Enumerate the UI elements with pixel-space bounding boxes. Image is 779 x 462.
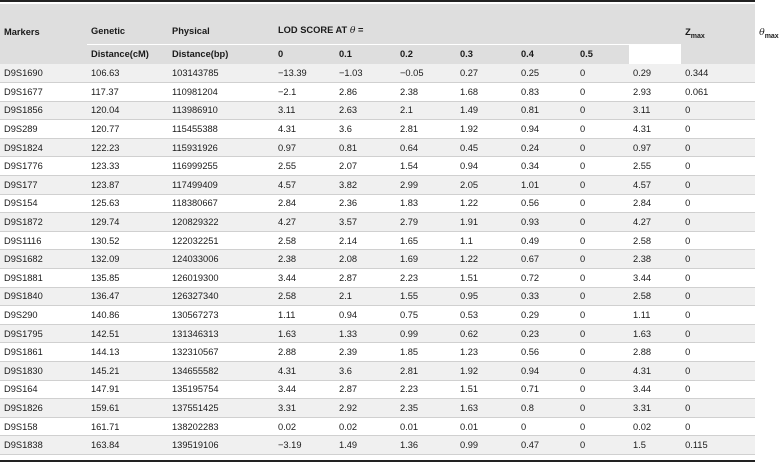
value-cell: 139519106	[168, 436, 274, 455]
marker-cell: D9S1856	[0, 101, 87, 120]
value-cell: 1.63	[629, 324, 681, 343]
value-cell: 0	[576, 138, 629, 157]
value-cell: 3.11	[274, 101, 335, 120]
marker-cell: D9S177	[0, 176, 87, 195]
table-row	[0, 362, 755, 381]
value-cell: 2.79	[396, 213, 456, 232]
table-row	[0, 399, 755, 418]
value-cell: 0	[681, 399, 755, 418]
value-cell: 1.63	[456, 399, 517, 418]
value-cell: 0.115	[681, 436, 755, 455]
value-cell: 0	[681, 138, 755, 157]
zmax-subscript: max	[690, 32, 705, 40]
value-cell: −13.39	[274, 64, 335, 83]
value-cell: 0.97	[274, 138, 335, 157]
value-cell: 2.38	[274, 250, 335, 269]
marker-cell: D9S1824	[0, 138, 87, 157]
table-row	[0, 176, 755, 195]
value-cell: −3.19	[274, 436, 335, 455]
value-cell: 0.24	[517, 138, 576, 157]
value-cell: 106.63	[87, 64, 168, 83]
value-cell: 1.85	[396, 343, 456, 362]
marker-cell: D9S158	[0, 417, 87, 436]
value-cell: 0	[681, 101, 755, 120]
value-cell: 0.29	[517, 306, 576, 325]
value-cell: 0.02	[335, 417, 396, 436]
value-cell: 2.38	[629, 250, 681, 269]
table-row	[0, 64, 755, 83]
value-cell: 0.344	[681, 64, 755, 83]
value-cell: 0.02	[629, 417, 681, 436]
value-cell: 0	[576, 64, 629, 83]
value-cell: 2.58	[629, 231, 681, 250]
value-cell: 0.62	[456, 324, 517, 343]
value-cell: 3.6	[335, 362, 396, 381]
value-cell: 0.47	[517, 436, 576, 455]
value-cell: 0.27	[456, 64, 517, 83]
value-cell: 125.63	[87, 194, 168, 213]
value-cell: 3.82	[335, 176, 396, 195]
marker-cell: D9S1116	[0, 231, 87, 250]
table-row	[0, 343, 755, 362]
value-cell: −0.05	[396, 64, 456, 83]
lod-score-table	[0, 4, 779, 455]
value-cell: 135195754	[168, 380, 274, 399]
value-cell: 132.09	[87, 250, 168, 269]
value-cell: 137551425	[168, 399, 274, 418]
value-cell: 0.01	[456, 417, 517, 436]
marker-cell: D9S1872	[0, 213, 87, 232]
table-row	[0, 157, 755, 176]
marker-cell: D9S1881	[0, 269, 87, 288]
value-cell: 0	[681, 269, 755, 288]
header-markers: Markers	[4, 27, 40, 37]
theta-max-label: θ	[759, 27, 765, 38]
value-cell: 0.061	[681, 83, 755, 102]
value-cell: 138202283	[168, 417, 274, 436]
value-cell: 2.58	[629, 287, 681, 306]
table-row	[0, 269, 755, 288]
value-cell: 0	[681, 380, 755, 399]
header-distance-bp: Distance(bp)	[168, 44, 274, 64]
table-row	[0, 287, 755, 306]
value-cell: 2.84	[274, 194, 335, 213]
value-cell: 2.05	[456, 176, 517, 195]
value-cell: 140.86	[87, 306, 168, 325]
value-cell: 110981204	[168, 83, 274, 102]
value-cell: 0.67	[517, 250, 576, 269]
value-cell: 2.23	[396, 269, 456, 288]
value-cell: 1.36	[396, 436, 456, 455]
table-row	[0, 194, 755, 213]
table-row	[0, 83, 755, 102]
value-cell: 2.58	[274, 287, 335, 306]
value-cell: 1.01	[517, 176, 576, 195]
value-cell: 2.88	[274, 343, 335, 362]
value-cell: 3.6	[335, 120, 396, 139]
table-header	[0, 4, 779, 64]
value-cell: 131346313	[168, 324, 274, 343]
header-zmax	[681, 4, 755, 64]
value-cell: 4.57	[629, 176, 681, 195]
table-row	[0, 306, 755, 325]
header-theta-2: 0.2	[396, 44, 456, 64]
header-genetic: Genetic	[91, 25, 126, 36]
value-cell: 115931926	[168, 138, 274, 157]
header-theta-3: 0.3	[456, 44, 517, 64]
value-cell: 0.71	[517, 380, 576, 399]
value-cell: 4.31	[629, 120, 681, 139]
value-cell: 1.65	[396, 231, 456, 250]
value-cell: 1.1	[456, 231, 517, 250]
value-cell: −2.1	[274, 83, 335, 102]
value-cell: 1.54	[396, 157, 456, 176]
value-cell: 0.94	[517, 120, 576, 139]
marker-cell: D9S1776	[0, 157, 87, 176]
value-cell: 2.58	[274, 231, 335, 250]
value-cell: 1.22	[456, 194, 517, 213]
value-cell: 1.33	[335, 324, 396, 343]
value-cell: 1.92	[456, 120, 517, 139]
value-cell: 0.81	[517, 101, 576, 120]
header-theta-1: 0.1	[335, 44, 396, 64]
value-cell: 1.92	[456, 362, 517, 381]
value-cell: 0.93	[517, 213, 576, 232]
value-cell: 0	[681, 324, 755, 343]
theta-symbol: θ	[349, 25, 356, 37]
value-cell: 4.27	[629, 213, 681, 232]
zmax-label: Z	[685, 27, 691, 37]
value-cell: 124033006	[168, 250, 274, 269]
value-cell: 0	[681, 250, 755, 269]
value-cell: 2.39	[335, 343, 396, 362]
table-top-rule	[0, 0, 755, 2]
value-cell: 4.31	[274, 120, 335, 139]
value-cell: 0	[576, 83, 629, 102]
value-cell: 0	[576, 231, 629, 250]
value-cell: 2.1	[335, 287, 396, 306]
value-cell: 144.13	[87, 343, 168, 362]
value-cell: 0.94	[456, 157, 517, 176]
header-theta-0: 0	[274, 44, 335, 64]
value-cell: 1.68	[456, 83, 517, 102]
table-row	[0, 101, 755, 120]
value-cell: 0	[576, 436, 629, 455]
value-cell: 161.71	[87, 417, 168, 436]
value-cell: 0	[576, 250, 629, 269]
value-cell: 0	[681, 120, 755, 139]
header-distance-cm: Distance(cM)	[87, 44, 168, 64]
value-cell: 3.31	[274, 399, 335, 418]
marker-cell: D9S1840	[0, 287, 87, 306]
value-cell: 0.94	[335, 306, 396, 325]
value-cell: 120829322	[168, 213, 274, 232]
value-cell: 4.27	[274, 213, 335, 232]
value-cell: 2.14	[335, 231, 396, 250]
value-cell: 0.25	[517, 64, 576, 83]
value-cell: 4.57	[274, 176, 335, 195]
value-cell: 4.31	[274, 362, 335, 381]
value-cell: 0.83	[517, 83, 576, 102]
value-cell: 0	[681, 287, 755, 306]
marker-cell: D9S1838	[0, 436, 87, 455]
value-cell: 142.51	[87, 324, 168, 343]
value-cell: 0	[681, 213, 755, 232]
value-cell: 3.57	[335, 213, 396, 232]
value-cell: 1.91	[456, 213, 517, 232]
value-cell: 0	[576, 343, 629, 362]
value-cell: 2.36	[335, 194, 396, 213]
value-cell: 0	[681, 176, 755, 195]
value-cell: 117.37	[87, 83, 168, 102]
lod-score-label: LOD SCORE AT	[278, 25, 348, 36]
value-cell: 2.08	[335, 250, 396, 269]
value-cell: 0	[681, 306, 755, 325]
value-cell: 0.75	[396, 306, 456, 325]
table-row	[0, 250, 755, 269]
value-cell: 3.11	[629, 101, 681, 120]
header-physical: Physical	[172, 25, 210, 36]
value-cell: 0	[576, 399, 629, 418]
value-cell: 3.44	[274, 269, 335, 288]
value-cell: 0.23	[517, 324, 576, 343]
table-row	[0, 231, 755, 250]
value-cell: 120.77	[87, 120, 168, 139]
value-cell: 0	[576, 157, 629, 176]
value-cell: 132310567	[168, 343, 274, 362]
value-cell: 1.69	[396, 250, 456, 269]
value-cell: 0	[576, 101, 629, 120]
value-cell: 126327340	[168, 287, 274, 306]
value-cell: 123.87	[87, 176, 168, 195]
value-cell: 0	[576, 120, 629, 139]
value-cell: 0	[681, 343, 755, 362]
value-cell: 2.99	[396, 176, 456, 195]
value-cell: 126019300	[168, 269, 274, 288]
value-cell: 115455388	[168, 120, 274, 139]
value-cell: 0.97	[629, 138, 681, 157]
value-cell: 0.53	[456, 306, 517, 325]
value-cell: 0	[681, 194, 755, 213]
marker-cell: D9S164	[0, 380, 87, 399]
value-cell: 0.64	[396, 138, 456, 157]
header-theta-4: 0.4	[517, 44, 576, 64]
value-cell: 0	[681, 231, 755, 250]
value-cell: 123.33	[87, 157, 168, 176]
value-cell: 0	[681, 362, 755, 381]
value-cell: 2.88	[629, 343, 681, 362]
value-cell: 0.99	[396, 324, 456, 343]
value-cell: 120.04	[87, 101, 168, 120]
value-cell: 0	[576, 194, 629, 213]
value-cell: 0.95	[456, 287, 517, 306]
marker-cell: D9S1677	[0, 83, 87, 102]
table-row	[0, 138, 755, 157]
value-cell: 118380667	[168, 194, 274, 213]
value-cell: 0.81	[335, 138, 396, 157]
value-cell: 1.51	[456, 269, 517, 288]
value-cell: 0.56	[517, 343, 576, 362]
marker-cell: D9S1682	[0, 250, 87, 269]
value-cell: 3.31	[629, 399, 681, 418]
value-cell: 0.49	[517, 231, 576, 250]
value-cell: 0.72	[517, 269, 576, 288]
value-cell: 0.01	[396, 417, 456, 436]
value-cell: 1.49	[456, 101, 517, 120]
value-cell: 2.38	[396, 83, 456, 102]
value-cell: 2.23	[396, 380, 456, 399]
value-cell: 1.23	[456, 343, 517, 362]
value-cell: 2.93	[629, 83, 681, 102]
value-cell: 3.44	[274, 380, 335, 399]
value-cell: 2.55	[629, 157, 681, 176]
value-cell: 145.21	[87, 362, 168, 381]
value-cell: 1.51	[456, 380, 517, 399]
value-cell: 2.92	[335, 399, 396, 418]
value-cell: 0.99	[456, 436, 517, 455]
value-cell: 0	[576, 324, 629, 343]
value-cell: 2.81	[396, 362, 456, 381]
value-cell: 122032251	[168, 231, 274, 250]
value-cell: 2.1	[396, 101, 456, 120]
value-cell: 2.87	[335, 269, 396, 288]
value-cell: 134655582	[168, 362, 274, 381]
value-cell: 147.91	[87, 380, 168, 399]
value-cell: 136.47	[87, 287, 168, 306]
header-theta-5: 0.5	[576, 44, 629, 64]
value-cell: −1.03	[335, 64, 396, 83]
value-cell: 2.86	[335, 83, 396, 102]
equals-sign: =	[355, 25, 364, 36]
marker-cell: D9S1861	[0, 343, 87, 362]
value-cell: 1.83	[396, 194, 456, 213]
table-row	[0, 213, 755, 232]
marker-cell: D9S1826	[0, 399, 87, 418]
marker-cell: D9S1830	[0, 362, 87, 381]
value-cell: 3.44	[629, 380, 681, 399]
value-cell: 0	[576, 306, 629, 325]
table-row	[0, 380, 755, 399]
value-cell: 122.23	[87, 138, 168, 157]
theta-max-subscript: max	[764, 32, 779, 40]
value-cell: 116999255	[168, 157, 274, 176]
value-cell: 0	[576, 287, 629, 306]
value-cell: 0	[576, 213, 629, 232]
marker-cell: D9S1795	[0, 324, 87, 343]
value-cell: 0.94	[517, 362, 576, 381]
value-cell: 0	[576, 380, 629, 399]
header-lod-score	[274, 4, 681, 44]
value-cell: 103143785	[168, 64, 274, 83]
value-cell: 163.84	[87, 436, 168, 455]
table-row	[0, 417, 755, 436]
value-cell: 0.02	[274, 417, 335, 436]
value-cell: 0	[576, 417, 629, 436]
marker-cell: D9S289	[0, 120, 87, 139]
marker-cell: D9S154	[0, 194, 87, 213]
value-cell: 129.74	[87, 213, 168, 232]
value-cell: 130.52	[87, 231, 168, 250]
value-cell: 117499409	[168, 176, 274, 195]
value-cell: 1.55	[396, 287, 456, 306]
value-cell: 1.49	[335, 436, 396, 455]
value-cell: 1.63	[274, 324, 335, 343]
value-cell: 0.33	[517, 287, 576, 306]
value-cell: 4.31	[629, 362, 681, 381]
value-cell: 159.61	[87, 399, 168, 418]
marker-cell: D9S290	[0, 306, 87, 325]
value-cell: 2.35	[396, 399, 456, 418]
table-row	[0, 436, 755, 455]
value-cell: 0	[576, 176, 629, 195]
value-cell: 2.84	[629, 194, 681, 213]
table-row	[0, 120, 755, 139]
value-cell: 2.81	[396, 120, 456, 139]
value-cell: 0	[576, 362, 629, 381]
value-cell: 0.56	[517, 194, 576, 213]
table-body	[0, 64, 755, 454]
value-cell: 0.34	[517, 157, 576, 176]
value-cell: 1.5	[629, 436, 681, 455]
value-cell: 130567273	[168, 306, 274, 325]
value-cell: 2.55	[274, 157, 335, 176]
value-cell: 3.44	[629, 269, 681, 288]
marker-cell: D9S1690	[0, 64, 87, 83]
value-cell: 2.07	[335, 157, 396, 176]
value-cell: 0.45	[456, 138, 517, 157]
value-cell: 1.11	[629, 306, 681, 325]
value-cell: 113986910	[168, 101, 274, 120]
value-cell: 1.22	[456, 250, 517, 269]
value-cell: 135.85	[87, 269, 168, 288]
value-cell: 0	[576, 269, 629, 288]
table-row	[0, 324, 755, 343]
value-cell: 2.87	[335, 380, 396, 399]
value-cell: 0	[681, 417, 755, 436]
value-cell: 1.11	[274, 306, 335, 325]
value-cell: 0	[517, 417, 576, 436]
value-cell: 0.8	[517, 399, 576, 418]
value-cell: 0.29	[629, 64, 681, 83]
value-cell: 2.63	[335, 101, 396, 120]
value-cell: 0	[681, 157, 755, 176]
